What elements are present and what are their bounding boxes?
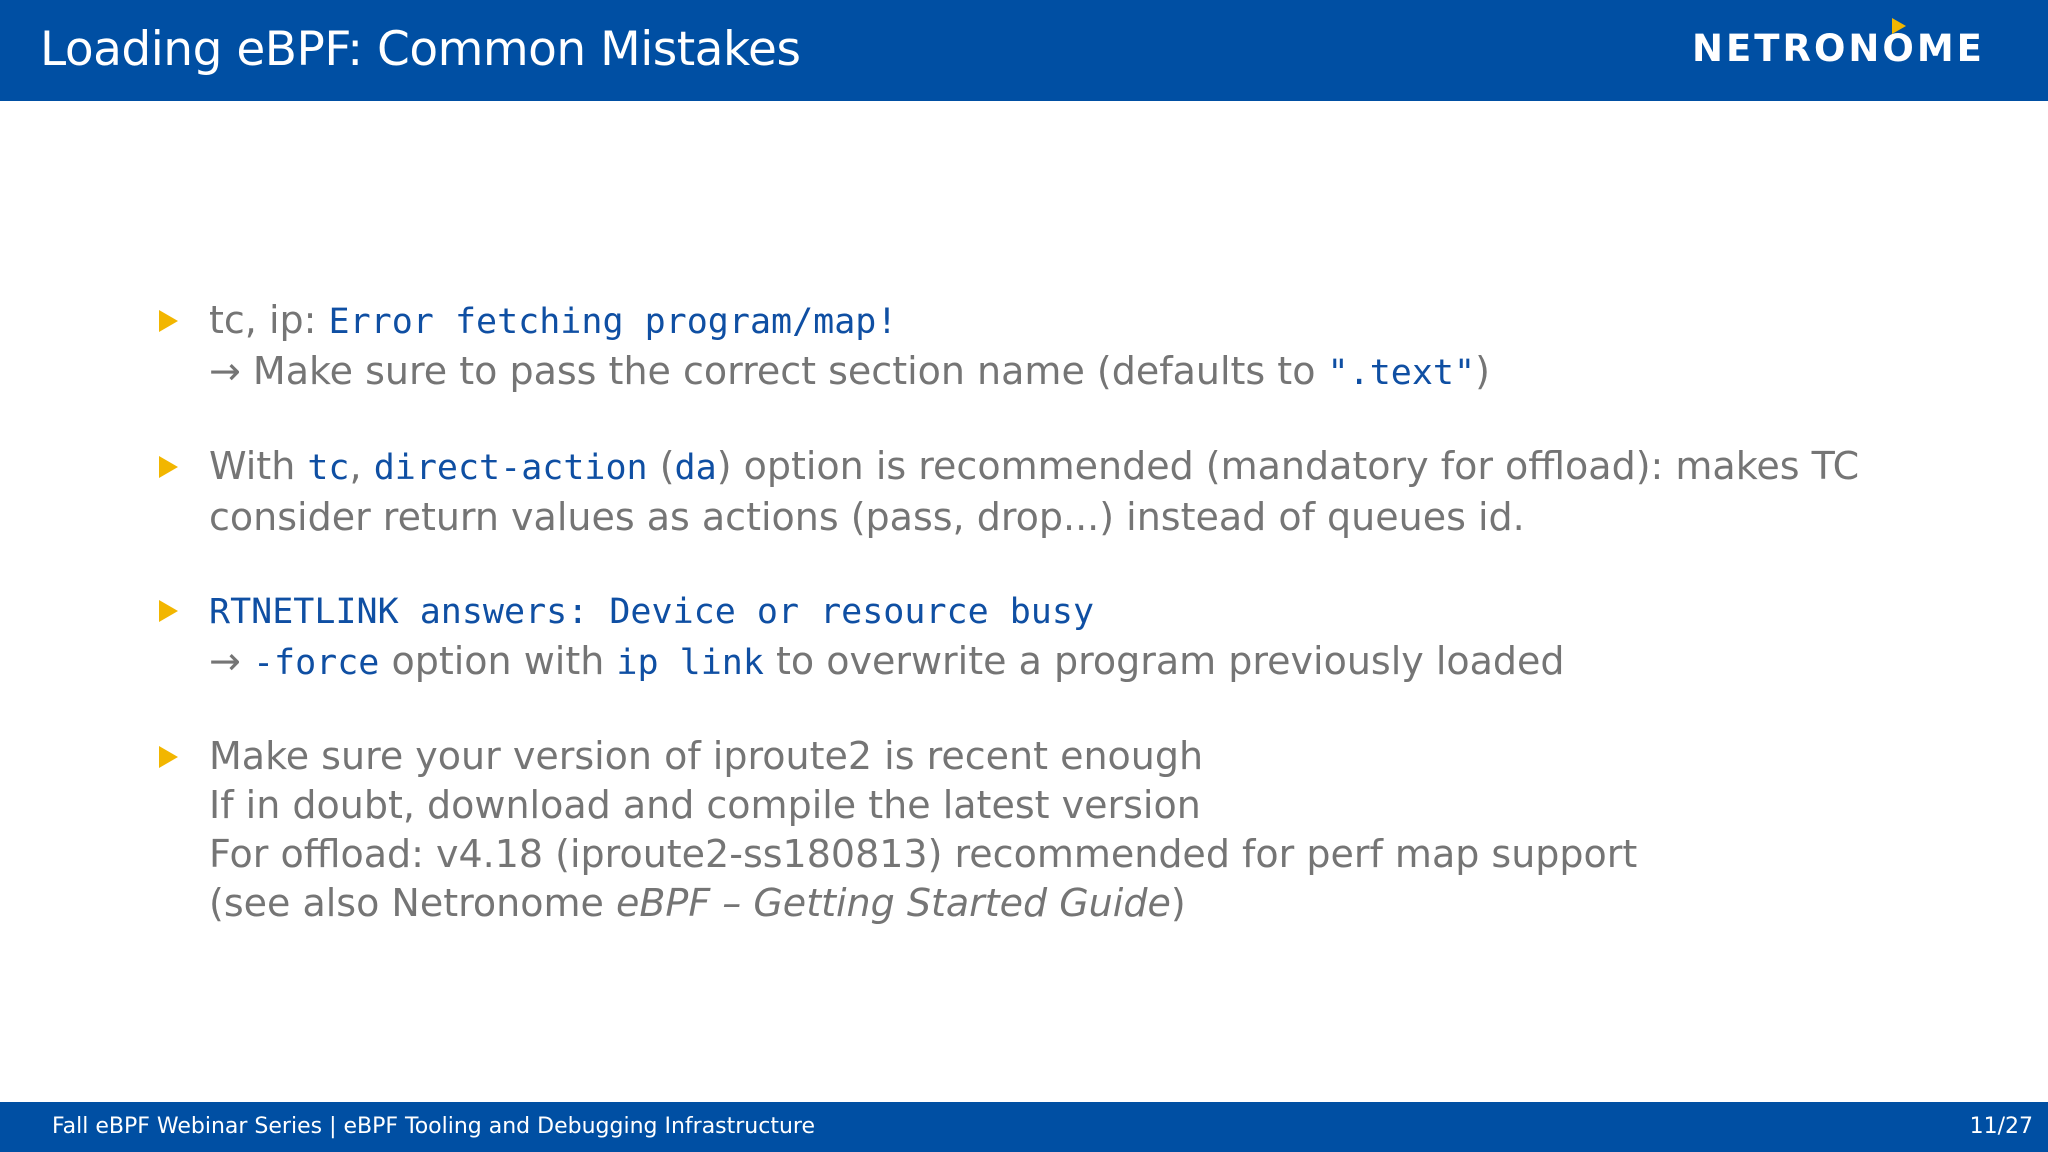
- item-line: [209, 296, 1957, 347]
- list-item: [157, 442, 1957, 542]
- text: Make sure to pass the correct section name (defaults to: [240, 349, 1328, 393]
- code: tc: [307, 448, 350, 488]
- footer-bar: [0, 1102, 2048, 1152]
- code: da: [674, 448, 717, 488]
- text: ): [1170, 881, 1186, 925]
- list-item: [157, 586, 1957, 688]
- text: tc, ip:: [209, 298, 329, 342]
- page-number: 11/27: [1969, 1114, 2033, 1139]
- guide-title: eBPF – Getting Started Guide: [615, 881, 1171, 925]
- logo-text-start: NETRON: [1692, 26, 1883, 70]
- code: Error fetching program/map!: [328, 302, 898, 342]
- text: [241, 639, 253, 683]
- code: -force: [252, 643, 380, 683]
- item-line: [209, 637, 1957, 688]
- item-line: [209, 732, 1957, 781]
- item-line: [209, 781, 1957, 830]
- bullet-list: [157, 296, 1957, 972]
- footer-text: Fall eBPF Webinar Series | eBPF Tooling and Debugging Infrastructure: [52, 1114, 816, 1139]
- text: ): [1475, 349, 1490, 393]
- bullet-triangle-icon: [159, 600, 178, 622]
- text: to overwrite a program previously loaded: [763, 639, 1565, 683]
- text: ,: [349, 444, 374, 488]
- bullet-triangle-icon: [159, 310, 178, 332]
- list-item: [157, 732, 1957, 928]
- text: option with: [379, 639, 617, 683]
- item-line: [209, 586, 1957, 637]
- logo-o-letter: O: [1882, 26, 1917, 70]
- item-line: [209, 830, 1957, 879]
- header-bar: [0, 0, 2048, 101]
- text: ) option is recommended (mandatory for offload): makes TC: [716, 444, 1860, 488]
- logo-text-end: ME: [1916, 26, 1985, 70]
- list-item: [157, 296, 1957, 398]
- text: (see also Netronome: [209, 881, 616, 925]
- logo-o: [1882, 27, 1916, 70]
- text: (: [647, 444, 675, 488]
- code: direct-action: [373, 448, 648, 488]
- code: RTNETLINK answers: Device or resource busy: [209, 592, 1095, 632]
- netronome-logo: [1692, 26, 1985, 70]
- play-icon: [1892, 18, 1906, 34]
- text: With: [209, 444, 308, 488]
- slide-title: Loading eBPF: Common Mistakes: [40, 22, 801, 77]
- arrow-right-icon: →: [209, 639, 241, 683]
- code: ip link: [616, 643, 764, 683]
- bullet-triangle-icon: [159, 456, 178, 478]
- bullet-triangle-icon: [159, 746, 178, 768]
- item-line: [209, 442, 1957, 493]
- text: For offload: v4.18 (iproute2-ss180813) recommended for perf map support: [209, 832, 1638, 876]
- text: consider return values as actions (pass, drop...) instead of queues id.: [209, 495, 1525, 539]
- text: If in doubt, download and compile the latest version: [209, 783, 1201, 827]
- text: Make sure your version of iproute2 is recent enough: [209, 734, 1204, 778]
- item-line: [209, 347, 1957, 398]
- arrow-right-icon: →: [209, 349, 241, 393]
- item-line: [209, 879, 1957, 928]
- code: ".text": [1327, 353, 1476, 393]
- item-line: [209, 493, 1957, 542]
